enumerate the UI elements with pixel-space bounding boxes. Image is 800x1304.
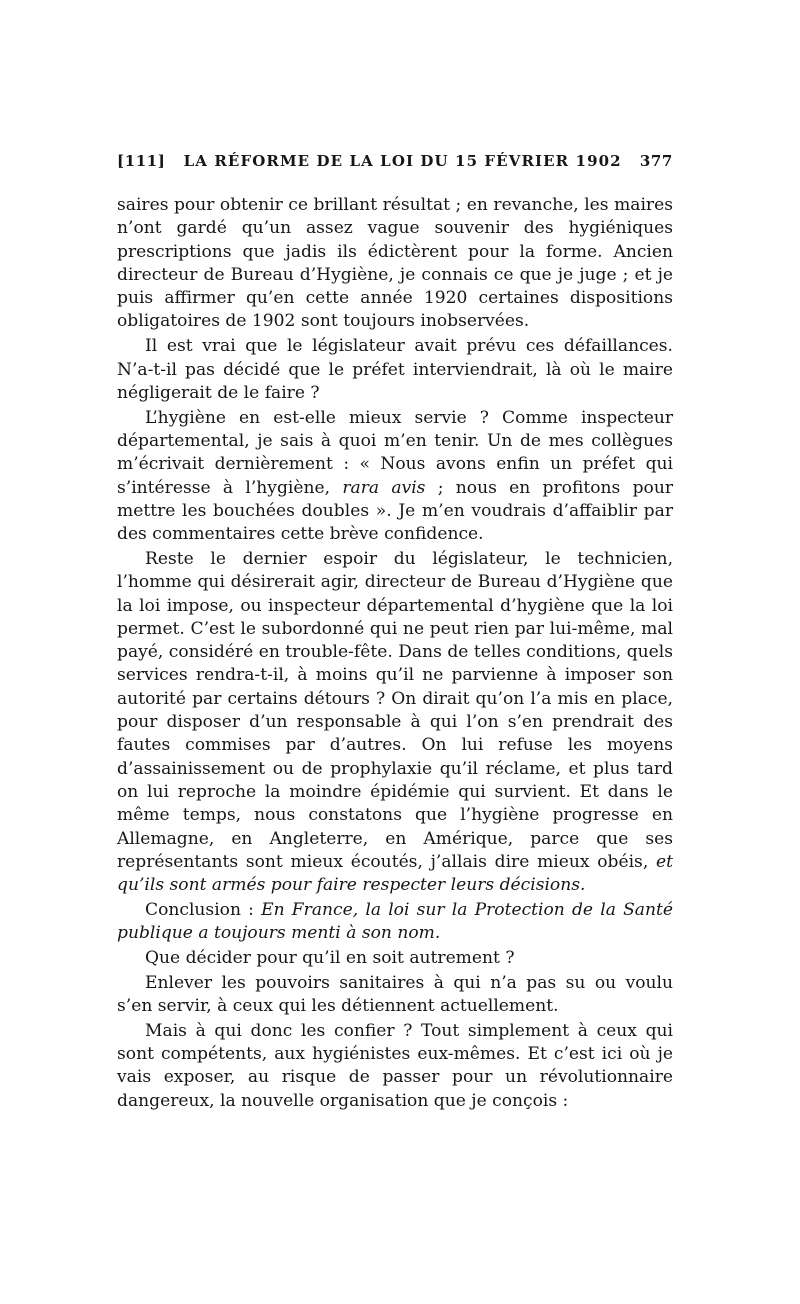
paragraph-text: Il est vrai que le législateur avait prévu ces défaillances. N’a-t-il pas décidé que le préfet interviendrait, là où le maire négligerait de le faire ? xyxy=(117,336,673,403)
paragraph xyxy=(117,972,673,1019)
page-number: 377 xyxy=(639,152,673,170)
running-title: LA RÉFORME DE LA LOI DU 15 FÉVRIER 1902 xyxy=(183,152,622,170)
paragraph xyxy=(117,947,673,970)
paragraph xyxy=(117,335,673,405)
running-header xyxy=(117,152,673,176)
paragraph xyxy=(117,548,673,897)
paragraph-text: L’hygiène en est-elle mieux servie ? Comme inspecteur départemental, je sais à quoi m’en tenir. Un de mes collègues m’écrivait dernièrement : « Nous avons enfin un préfet qui s’intéresse à l’hygiène, xyxy=(117,407,673,498)
book-page xyxy=(117,152,673,1115)
italic-text: En France, la loi sur la Protection de la Santé publique a toujours menti à son nom. xyxy=(117,899,673,944)
italic-text: et qu’ils sont armés pour faire respecter leurs décisions. xyxy=(117,851,673,896)
paragraph-text: Enlever les pouvoirs sanitaires à qui n’a pas su ou voulu s’en servir, à ceux qui les détiennent actuellement. xyxy=(117,972,673,1017)
paragraph xyxy=(117,1020,673,1113)
paragraph-text: Reste le dernier espoir du législateur, le technicien, l’homme qui désirerait agir, directeur de Bureau d’Hygiène que la loi impose, ou inspecteur départemental d’hygiène que la loi permet. C’est le subordonné qui ne peut rien par lui-même, mal payé, considéré en trouble-fête. Dans de telles conditions, quels services rendra-t-il, à moins qu’il ne parvienne à imposer son autorité par certains détours ? On dirait qu’on l’a mis en place, pour disposer d’un responsable à qui l’on s’en prendrait des fautes commises par d’autres. On lui refuse les moyens d’assainissement ou de prophylaxie qu’il réclame, et plus tard on lui reproche la moindre épidémie qui survient. Et dans le même temps, nous constatons que l’hygiène progresse en Allemagne, en Angleterre, en Amérique, parce que ses représentants sont mieux écoutés, j’allais dire mieux obéis, xyxy=(117,548,673,872)
paragraph-text: Conclusion : xyxy=(145,899,262,920)
italic-text: rara avis xyxy=(342,477,426,498)
body-text xyxy=(117,194,673,1113)
section-number: [111] xyxy=(117,152,166,170)
paragraph xyxy=(117,407,673,547)
paragraph-text: saires pour obtenir ce brillant résultat ; en revanche, les maires n’ont gardé qu’un assez vague souvenir des hygiéniques prescriptions que jadis ils édictèrent pour la forme. Ancien directeur de Bureau d’Hygiène, je connais ce que je juge ; et je puis affirmer qu’en cette année 1920 certaines dispositions obligatoires de 1902 sont toujours inobservées. xyxy=(117,195,673,332)
paragraph-text: ; nous en profitons pour mettre les bouchées doubles ». Je m’en voudrais d’affaiblir par des commentaires cette brève confidence. xyxy=(117,477,674,545)
paragraph xyxy=(117,899,673,946)
paragraph-text: Que décider pour qu’il en soit autrement ? xyxy=(145,948,515,968)
paragraph xyxy=(117,194,673,334)
paragraph-text: Mais à qui donc les confier ? Tout simplement à ceux qui sont compétents, aux hygiénistes eux-mêmes. Et c’est ici où je vais exposer, au risque de passer pour un révolutionnaire dangereux, la nouvelle organisation que je conçois : xyxy=(117,1020,673,1111)
